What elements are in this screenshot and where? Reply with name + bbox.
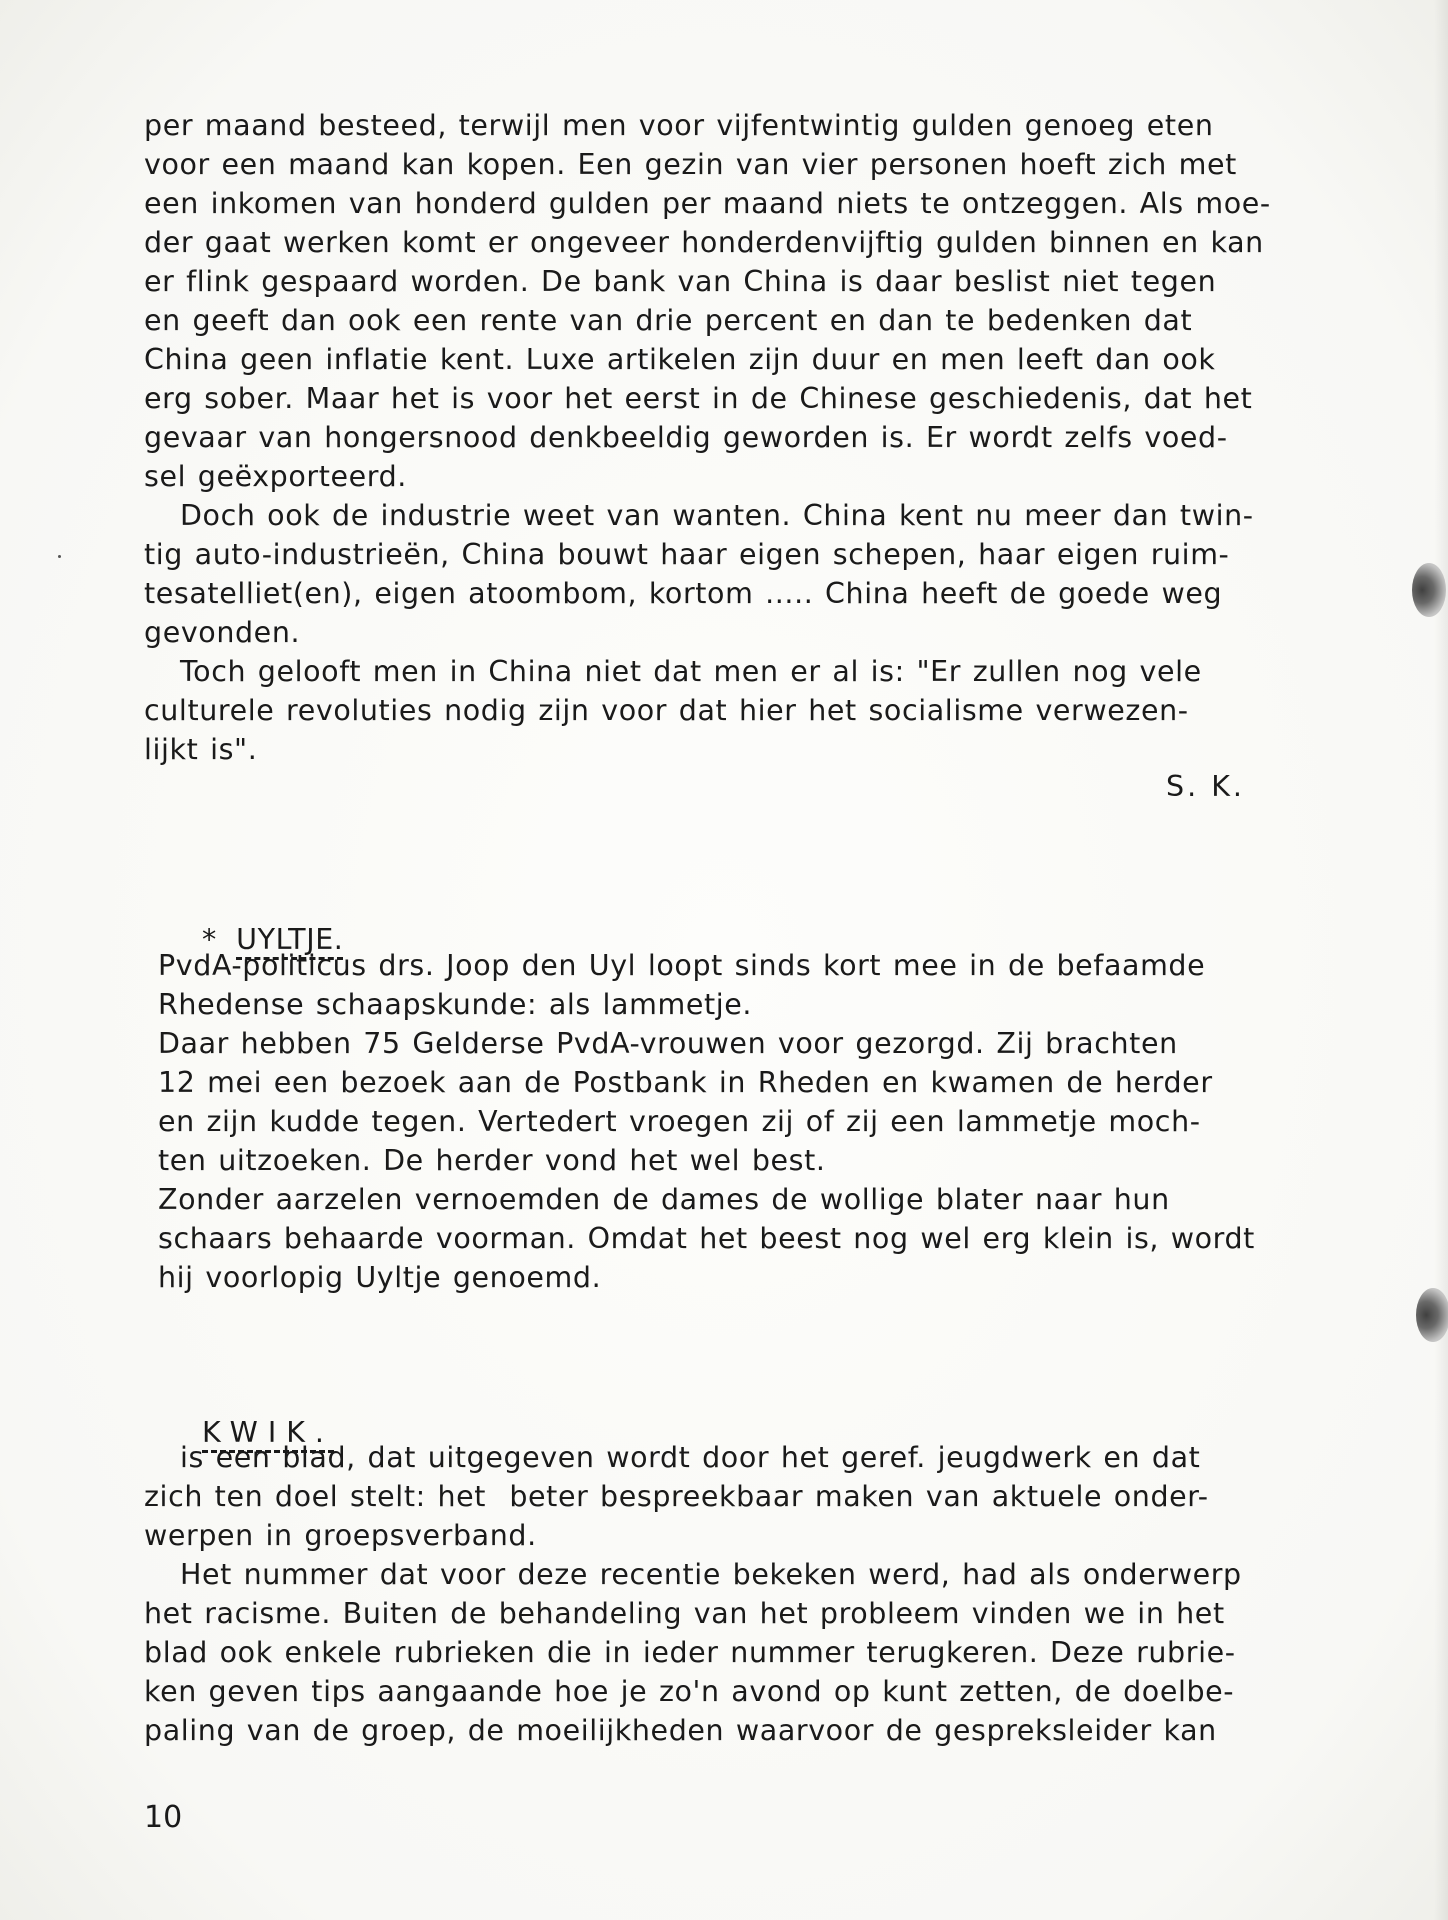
text-line: een inkomen van honderd gulden per maand niets te ontzeggen. Als moe- [144, 187, 1271, 220]
text-line: is een blad, dat uitgegeven wordt door het geref. jeugdwerk en dat [180, 1441, 1201, 1474]
text-line: zich ten doel stelt: het beter bespreekbaar maken van aktuele onder- [144, 1480, 1209, 1513]
text-line: gevaar van hongersnood denkbeeldig geworden is. Er wordt zelfs voed- [144, 421, 1228, 454]
text-line: Zonder aarzelen vernoemden de dames de wollige blater naar hun [158, 1183, 1170, 1216]
text-line: Het nummer dat voor deze recentie bekeken werd, had als onderwerp [180, 1558, 1242, 1591]
text-line: en geeft dan ook een rente van drie percent en dan te bedenken dat [144, 304, 1193, 337]
author-signature: S. K. [1166, 770, 1245, 803]
punch-hole [1412, 563, 1446, 617]
page-number: 10 [144, 1800, 183, 1835]
text-line: sel geëxporteerd. [144, 460, 407, 493]
text-line: paling van de groep, de moeilijkheden waarvoor de gespreksleider kan [144, 1714, 1217, 1747]
text-line: tig auto-industrieën, China bouwt haar eigen schepen, haar eigen ruim- [144, 538, 1230, 571]
text-line: der gaat werken komt er ongeveer honderdenvijftig gulden binnen en kan [144, 226, 1264, 259]
page-edge-shadow [1434, 0, 1448, 1920]
text-line: ken geven tips aangaande hoe je zo'n avond op kunt zetten, de doelbe- [144, 1675, 1235, 1708]
text-line: erg sober. Maar het is voor het eerst in de Chinese geschiedenis, dat het [144, 382, 1253, 415]
text-line: het racisme. Buiten de behandeling van het probleem vinden we in het [144, 1597, 1225, 1630]
text-line: China geen inflatie kent. Luxe artikelen zijn duur en men leeft dan ook [144, 343, 1216, 376]
text-line: Doch ook de industrie weet van wanten. China kent nu meer dan twin- [180, 499, 1254, 532]
text-line: gevonden. [144, 616, 301, 649]
section-title: UYLTJE. [236, 925, 343, 960]
text-line: Toch gelooft men in China niet dat men er al is: "Er zullen nog vele [180, 655, 1202, 688]
text-line: werpen in groepsverband. [144, 1519, 537, 1552]
text-line: er flink gespaard worden. De bank van China is daar beslist niet tegen [144, 265, 1217, 298]
text-line: hij voorlopig Uyltje genoemd. [158, 1261, 602, 1294]
text-line: Rhedense schaapskunde: als lammetje. [158, 988, 753, 1021]
text-line: Daar hebben 75 Gelderse PvdA-vrouwen voor gezorgd. Zij brachten [158, 1027, 1178, 1060]
text-line: blad ook enkele rubrieken die in ieder nummer terugkeren. Deze rubrie- [144, 1636, 1236, 1669]
text-line: culturele revoluties nodig zijn voor dat hier het socialisme verwezen- [144, 694, 1189, 727]
punch-hole [1416, 1288, 1448, 1342]
text-line: lijkt is". [144, 733, 258, 766]
text-line: per maand besteed, terwijl men voor vijfentwintig gulden genoeg eten [144, 109, 1214, 142]
section-title: KWIK. [202, 1418, 334, 1453]
text-line: 12 mei een bezoek aan de Postbank in Rheden en kwamen de herder [158, 1066, 1213, 1099]
text-line: ten uitzoeken. De herder vond het wel best. [158, 1144, 826, 1177]
text-line: PvdA-politicus drs. Joop den Uyl loopt sinds kort mee in de befaamde [158, 949, 1206, 982]
text-line: en zijn kudde tegen. Vertedert vroegen zij of zij een lammetje moch- [158, 1105, 1201, 1138]
text-line: tesatelliet(en), eigen atoombom, kortom ..... China heeft de goede weg [144, 577, 1223, 610]
scan-speck [58, 555, 61, 558]
text-line: schaars behaarde voorman. Omdat het beest nog wel erg klein is, wordt [158, 1222, 1255, 1255]
asterisk-marker: * [201, 923, 217, 956]
text-line: voor een maand kan kopen. Een gezin van vier personen hoeft zich met [144, 148, 1237, 181]
